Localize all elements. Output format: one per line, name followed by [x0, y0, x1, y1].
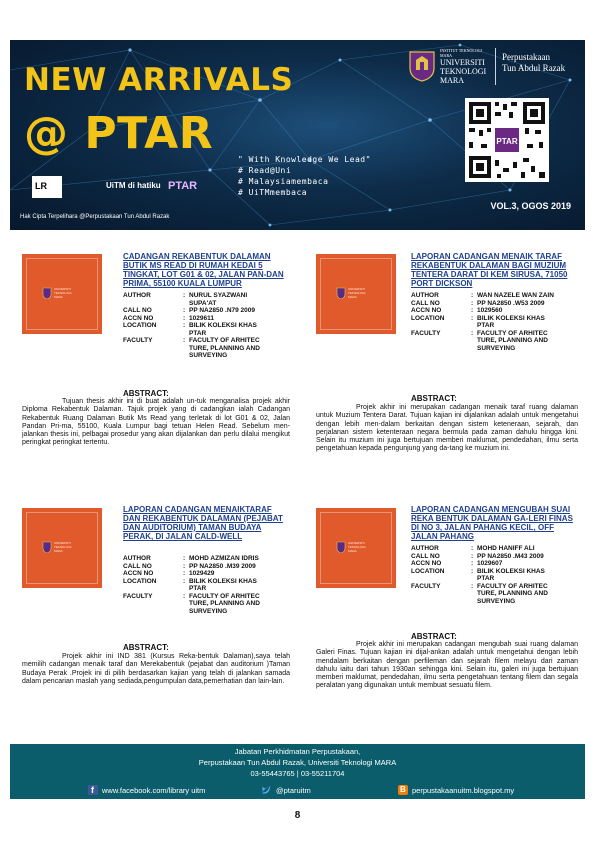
faculty-label: FACULTY — [411, 582, 441, 590]
motto-line-4: # UiTMmembaca — [238, 188, 308, 197]
facebook-icon: f — [88, 785, 98, 795]
location-value: BILIK KOLEKSI KHAS PTAR — [477, 314, 545, 329]
cover-crest-icon — [336, 541, 346, 553]
blog-link[interactable] — [398, 784, 514, 796]
footer-library: Perpustakaan Tun Abdul Razak, Universiti Teknologi MARA — [198, 758, 397, 767]
page-number: 8 — [294, 810, 301, 821]
cover-text-line: MARA — [54, 549, 63, 553]
author-label: AUTHOR — [123, 292, 151, 299]
motto-line-3: # Malaysiamembaca — [238, 177, 329, 186]
cover-text-line: TEKNOLOGI — [348, 545, 366, 549]
twitter-link[interactable] — [260, 784, 311, 796]
lr-logo — [32, 176, 62, 198]
entry-title[interactable]: LAPORAN CADANGAN MENGUBAH SUAI REKA BENTUK DALAMAN GA-LERI FINAS DI NO 3, JALAN PAHANG KECIL, OFF JALAN PAHANG — [411, 505, 573, 541]
library-name — [502, 52, 565, 74]
abstract-heading: ABSTRACT: — [411, 632, 457, 641]
faculty-value: FACULTY OF ARHITEC TURE, PLANNING AND SURVEYING — [189, 337, 260, 359]
footer-phone: 03-55443765 | 03-55211704 — [250, 769, 345, 778]
university-branding — [408, 48, 580, 88]
volume-label: VOL.3, OGOS 2019 — [490, 201, 571, 211]
call-no-label: CALL NO — [411, 299, 440, 307]
author-value: MOHD AZMIZAN IDRIS — [189, 555, 259, 562]
blog-url: perpustakaanuitm.blogspot.my — [412, 785, 515, 795]
accn-no-value: 1029607 — [477, 560, 503, 567]
twitter-icon — [260, 785, 272, 795]
entry-metadata: AUTHOR : MOHD AZMIZAN IDRIS CALL NO : PP NA2850 .M39 2009 ACCN NO : 1029429 LOCATION : BILIK KOLEKSI KHAS PTAR FACULTY : FACULTY OF ARHITEC TURE, PLANNING AND SURVEYING — [123, 555, 289, 615]
location-label: LOCATION — [411, 314, 445, 322]
twitter-handle: @ptaruitm — [276, 785, 311, 795]
book-cover — [316, 508, 396, 588]
faculty-value: FACULTY OF ARHITEC TURE, PLANNING AND SURVEYING — [477, 329, 548, 352]
qr-code[interactable] — [465, 98, 549, 182]
cover-text-line: MARA — [54, 295, 63, 299]
entry-metadata: AUTHOR : MOHD HANIFF ALI CALL NO : PP NA2850 .M43 2009 ACCN NO : 1029607 LOCATION : BILIK KOLEKSI KHAS PTAR FACULTY : FACULTY OF ARHITEC TURE, PLANNING AND SURVEYING — [411, 545, 557, 605]
banner-title-line1: NEW ARRIVALS — [24, 62, 294, 98]
call-no-value: PP NA2850 .N79 2009 — [189, 307, 256, 314]
abstract-text — [316, 404, 578, 454]
location-value: BILIK KOLEKSI KHAS PTAR — [477, 567, 545, 582]
cover-text-line: TEKNOLOGI — [54, 291, 72, 295]
ptar-logo — [166, 176, 200, 198]
abstract-body: Projek akhir ini merupakan cadangan menaik taraf ruang dalaman untuk Muzium Tentera Darat. Tujuan kajian ini dijalankan adalah untuk mengetahui dengan lebih men-dalam berkaitan dengan sistem keteneraan, sejarah, dan perjalanan sistem ketenteraan negara bermula pada zaman dahulu hingga kini. Selain itu muzium ini juga bertujuan memberi maklumat, pendedahan, ilmu serta pengetahuan kepada pengunjung yang da-tang ke muzium ini. — [316, 404, 578, 453]
abstract-text — [22, 398, 290, 448]
abstract-text — [316, 641, 578, 691]
entry-title[interactable]: LAPORAN CADANGAN MENAIKTARAF DAN REKABENTUK DALAMAN (PEJABAT DAN AUDITORIUM) TAMAN BUDAYA PERAK, DI JALAN CALD-WELL — [123, 505, 283, 541]
entry-title[interactable]: LAPORAN CADANGAN MENAIK TARAF REKABENTUK DALAMAN BAGI MUZIUM TENTERA DARAT DI KEM SIRUSA, 71050 PORT DICKSON — [411, 252, 568, 288]
location-label: LOCATION — [123, 577, 157, 585]
facebook-link[interactable] — [88, 784, 205, 796]
cover-text-line: TEKNOLOGI — [54, 545, 72, 549]
entry-metadata: AUTHOR : NURUL SYAZWANI SUPA'AT CALL NO : PP NA2850 .N79 2009 ACCN NO : 1029611 LOCATION : BILIK KOLEKSI KHAS PTAR FACULTY : FACULTY OF ARHITEC TURE, PLANNING AND SURVEYING — [123, 292, 269, 360]
faculty-value: FACULTY OF ARHITEC TURE, PLANNING AND SURVEYING — [189, 592, 260, 615]
university-name — [440, 48, 496, 85]
faculty-label: FACULTY — [123, 592, 153, 600]
faculty-label: FACULTY — [411, 329, 441, 337]
abstract-heading: ABSTRACT: — [411, 394, 457, 403]
accn-no-label: ACCN NO — [411, 307, 442, 314]
cover-text-line: UNIVERSITI — [54, 541, 71, 545]
accn-no-label: ACCN NO — [123, 570, 154, 577]
book-cover — [316, 254, 396, 334]
cover-text-line: MARA — [348, 549, 357, 553]
abstract-body: Projek akhir ini merupakan cadangan mengubah suai ruang dalaman Galeri Finas. Tujuan kajian ini dijal-ankan adalah untuk mengetahui dengan lebih mendalam berkaitan dengan perfileman dan sejarah filem melayu dari zaman dahulu iaitu dari tahun 1930an sehingga kini. Selain itu, galeri ini juga bertujuan memberi maklumat, pendedahan, ilmu serta pengetahuan tentang filem dan segala peralatan yang digunakan untuk membuat sesuatu filem. — [316, 641, 578, 690]
book-cover — [22, 254, 102, 334]
footer-department: Jabatan Perkhidmatan Perpustakaan, — [234, 747, 361, 756]
accn-no-value: 1029560 — [477, 307, 503, 314]
university-line-2: TEKNOLOGI — [440, 67, 487, 76]
cover-text-line: UNIVERSITI — [348, 287, 365, 291]
blogger-icon: B — [398, 785, 408, 795]
cover-text — [348, 541, 366, 553]
cover-crest-icon — [42, 287, 52, 299]
footer-contact-bar — [10, 744, 585, 799]
uitm-crest-icon — [408, 50, 436, 82]
abstract-body: Projek akhir ini IND 381 (Kursus Reka-bentuk Dalaman),saya telah memilih cadangan menaik taraf dan Merekabentuk (pejabat dan auditorium )Taman Budaya Perak .Projek ini di pilih berdasarkan kajian yang telah di jalankan samada dalam pencarian maslah yang sediada,pengumpulan data,pemerhatian dan lain-lain. — [22, 653, 290, 685]
cover-text-line: UNIVERSITI — [54, 287, 71, 291]
author-label: AUTHOR — [123, 555, 151, 562]
location-label: LOCATION — [411, 567, 445, 575]
call-no-label: CALL NO — [123, 307, 152, 314]
motto — [238, 154, 371, 198]
cover-text-line: MARA — [348, 295, 357, 299]
motto-line-1: " With Knowledge We Lead" — [238, 155, 371, 164]
cover-text — [348, 287, 366, 299]
faculty-value: FACULTY OF ARHITEC TURE, PLANNING AND SURVEYING — [477, 582, 548, 605]
uitm-dihatiku-logo — [106, 176, 162, 198]
university-name-small: INSTITUT TEKNOLOGI MARA — [440, 48, 482, 58]
location-label: LOCATION — [123, 322, 157, 329]
location-value: BILIK KOLEKSI KHAS PTAR — [189, 322, 257, 337]
library-line-2: Tun Abdul Razak — [502, 63, 566, 73]
header-banner — [10, 40, 585, 230]
author-value: WAN NAZELE WAN ZAIN — [477, 292, 554, 299]
accn-no-label: ACCN NO — [411, 560, 442, 567]
cover-crest-icon — [42, 541, 52, 553]
faculty-label: FACULTY — [123, 337, 153, 344]
cover-text-line: TEKNOLOGI — [348, 291, 366, 295]
book-cover — [22, 508, 102, 588]
svg-text:PTAR: PTAR — [496, 137, 518, 146]
university-line-1: UNIVERSITI — [440, 58, 485, 67]
abstract-heading: ABSTRACT: — [123, 389, 169, 398]
call-no-value: PP NA2850 .M39 2009 — [189, 562, 256, 570]
author-value: NURUL SYAZWANI SUPA'AT — [189, 292, 248, 307]
author-value: MOHD HANIFF ALI — [477, 545, 535, 552]
cover-text — [54, 287, 72, 299]
accn-no-value: 1029611 — [189, 314, 214, 322]
facebook-url: www.facebook.com/library uitm — [102, 785, 206, 795]
banner-title-line2: @ PTAR — [24, 108, 214, 159]
copyright-notice: Hak Cipta Terpelihara @Perpustakaan Tun Abdul Razak — [20, 214, 170, 220]
partner-logos — [32, 176, 202, 198]
entry-title[interactable]: CADANGAN REKABENTUK DALAMAN BUTIK MS READ DI RUMAH KEDAI 5 TINGKAT, LOT G01 & 02, JALAN PAN-DAN PRIMA, 55100 KUALA LUMPUR — [123, 252, 284, 288]
author-label: AUTHOR — [411, 292, 439, 299]
cover-text — [54, 541, 72, 553]
accn-no-label: ACCN NO — [123, 314, 154, 322]
ptar-logo-text: PTAR — [168, 180, 198, 192]
call-no-value: PP NA2850 .W53 2009 — [477, 299, 545, 307]
location-value: BILIK KOLEKSI KHAS PTAR — [189, 577, 257, 592]
author-label: AUTHOR — [411, 545, 439, 552]
cover-crest-icon — [336, 287, 346, 299]
entry-metadata: AUTHOR : WAN NAZELE WAN ZAIN CALL NO : PP NA2850 .W53 2009 ACCN NO : 1029560 LOCATION : BILIK KOLEKSI KHAS PTAR FACULTY : FACULTY OF ARHITEC TURE, PLANNING AND SURVEYING — [411, 292, 557, 352]
abstract-text — [22, 653, 290, 686]
lr-logo-text: LR — [35, 181, 47, 191]
cover-text-line: UNIVERSITI — [348, 541, 365, 545]
call-no-label: CALL NO — [123, 562, 152, 570]
uitm-dihatiku-text: UiTM di hatiku — [106, 181, 161, 190]
accn-no-value: 1029429 — [189, 570, 215, 577]
library-line-1: Perpustakaan — [502, 52, 550, 62]
call-no-value: PP NA2850 .M43 2009 — [477, 552, 544, 560]
motto-line-2: # Read@Uni — [238, 166, 292, 175]
call-no-label: CALL NO — [411, 552, 440, 560]
abstract-heading: ABSTRACT: — [123, 643, 169, 652]
abstract-body: Tujuan thesis akhir ini di buat adalah un-tuk menganalisa projek akhir Diploma Rekabentuk Dalaman. Tajuk projek yang di cadangkan ialah Cadangan Rekabentuk Ruang Dalaman Butik Ms Read yang terletak di lot G01 & 02, Jalan Pandan Pri-ma, 55100, Kuala Lumpur bagi tetuan Helen Read. Sebelum men-jalankan thesis ini, pelbagai prosedur yang akan dijalankan dan perlu dilalui mengikut peringkat peringkat tertentu. — [22, 398, 290, 447]
university-line-3: MARA — [440, 76, 465, 85]
